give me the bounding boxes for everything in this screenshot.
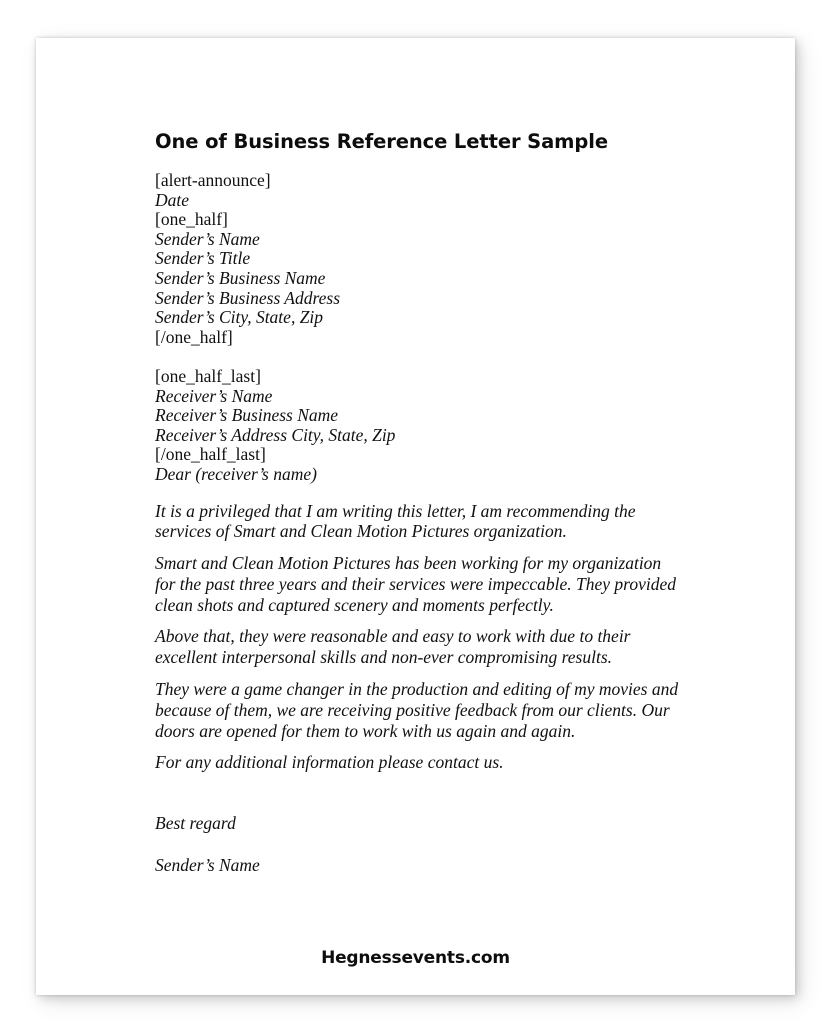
sender-address-line: Sender’s City, State, Zip (155, 307, 324, 328)
body-paragraph: Above that, they were reasonable and easy to work with due to their excellent interpersonal skills and non-ever compromising results. (155, 626, 631, 668)
closing-salutation: Best regard (155, 813, 236, 834)
body-paragraph: They were a game changer in the production and editing of my movies and because of them, we are receiving positive feedback from our clients. Our doors are opened for them to work with us again and again. (155, 679, 679, 741)
body-paragraph: Smart and Clean Motion Pictures has been working for my organization for the past three years and their services were impeccable. They provided clean shots and captured scenery and moments perfectly. (155, 553, 676, 615)
address-block-gap (155, 347, 680, 367)
sender-address-line: Sender’s Business Address (155, 287, 341, 308)
closing-block (155, 814, 680, 875)
sender-address-line: Date (155, 189, 190, 210)
letter-page (36, 38, 795, 995)
body-paragraph: It is a privileged that I am writing this letter, I am recommending the services of Smart and Clean Motion Pictures organization. (155, 500, 636, 542)
recipient-address-line: Receiver’s Business Name (155, 405, 339, 426)
recipient-address-line: [/one_half_last] (155, 444, 266, 465)
page-title: One of Business Reference Letter Sample (155, 130, 608, 153)
site-brand-footer: Hegnessevents.com (321, 948, 510, 968)
letter-body (155, 501, 680, 774)
sender-address-line: Sender’s Business Name (155, 267, 326, 288)
closing-signature: Sender’s Name (155, 854, 260, 875)
sender-address-line: Sender’s Name (155, 228, 260, 249)
letter-content (155, 130, 680, 875)
recipient-address-block (155, 367, 680, 485)
sender-address-line: [one_half] (155, 209, 228, 230)
recipient-address-line: Receiver’s Address City, State, Zip (155, 424, 396, 445)
sender-address-block (155, 171, 680, 347)
sender-address-line: Sender’s Title (155, 248, 251, 269)
sender-address-line: [/one_half] (155, 326, 233, 347)
recipient-address-line: [one_half_last] (155, 365, 261, 386)
body-paragraph: For any additional information please contact us. (155, 752, 504, 773)
recipient-address-line: Receiver’s Name (155, 385, 273, 406)
sender-address-line: [alert-announce] (155, 170, 271, 190)
recipient-address-line: Dear (receiver’s name) (155, 463, 317, 484)
